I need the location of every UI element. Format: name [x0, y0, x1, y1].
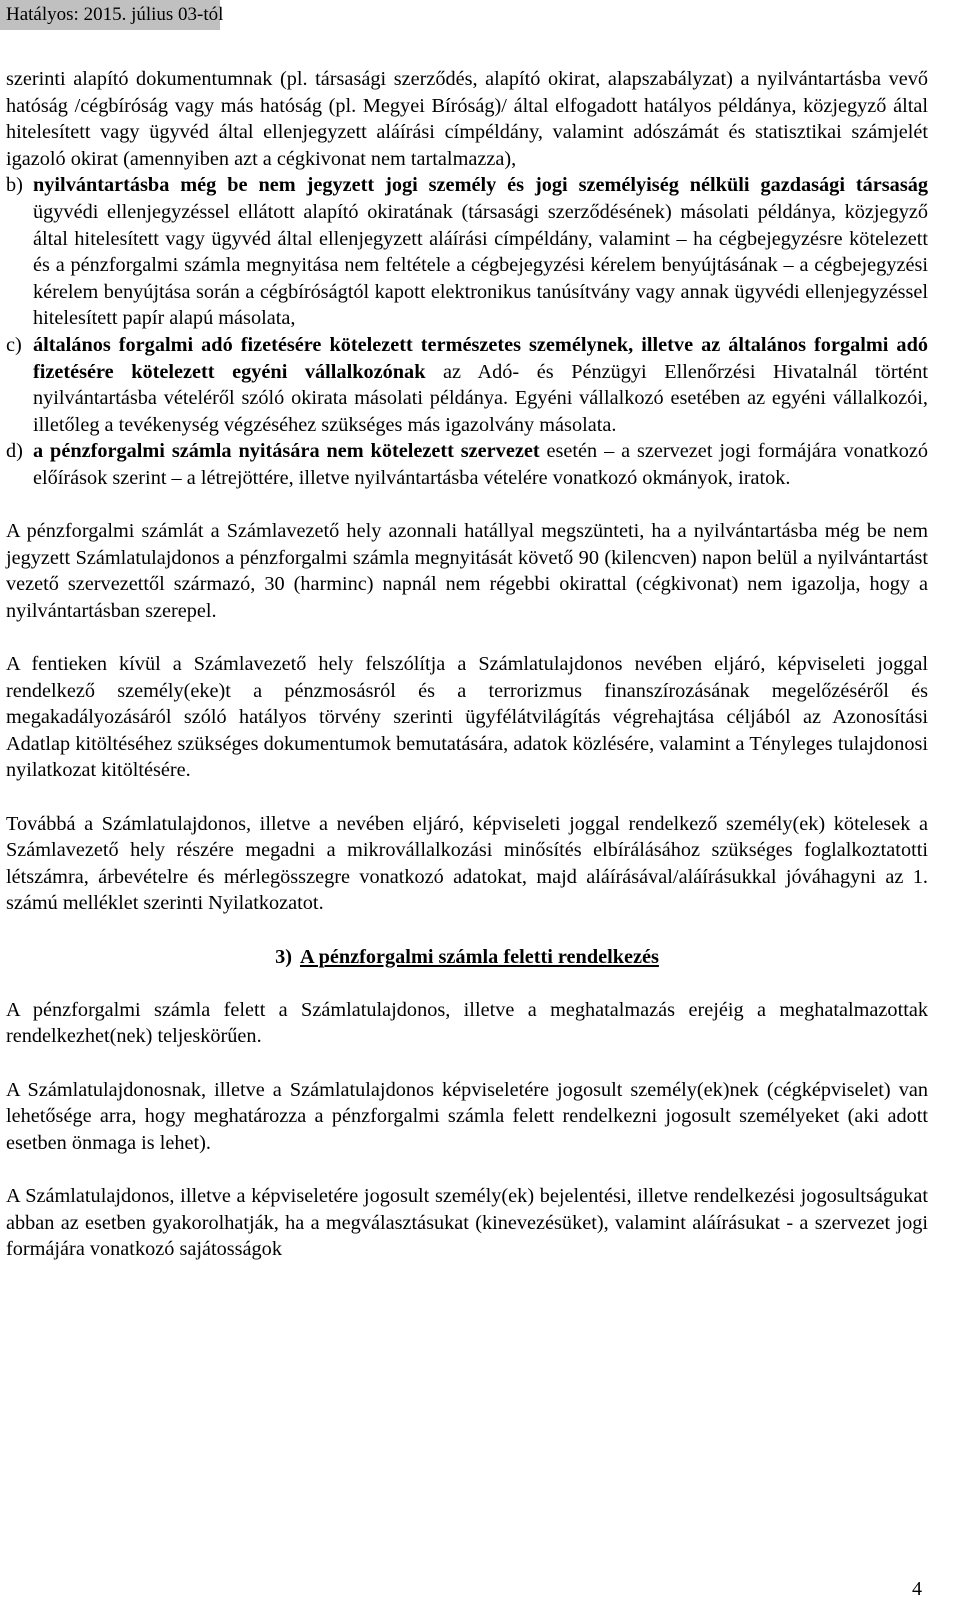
paragraph-client-identification: A fentieken kívül a Számlavezető hely felszólítja a Számlatulajdonos nevében eljáró, képviseleti joggal rendelkező személy(eke)t a pénzmosásról és a terrorizmus finanszírozásának megelőzéséről és megakadályozásáról szóló hatályos törvény szerinti ügyfélátvilágítás végrehajtása céljából az Azonosítási Adatlap kitöltéséhez szükséges dokumentumok bemutatására, adatok közlésére, valamint a Tényleges tulajdonosi nyilatkozat kitöltésére. [6, 653, 928, 782]
page-number: 4 [912, 1578, 922, 1600]
list-item-bold: nyilvántartásba még be nem jegyzett jogi személy és jogi személyiség nélküli gazdasági társaság [33, 174, 928, 197]
list-label: b) [6, 174, 23, 197]
paragraph-disposal-rights: A pénzforgalmi számla felett a Számlatulajdonos, illetve a meghatalmazás erejéig a meghatalmazottak rendelkezhet(nek) teljeskörűen. [6, 998, 928, 1048]
list-item-c [6, 332, 928, 438]
list-item-b [6, 172, 928, 332]
paragraph-authorized-persons: A Számlatulajdonosnak, illetve a Számlatulajdonos képviseletére jogosult személy(ek)nek (cégképviselet) van lehetősége arra, hogy meghatározza a pénzforgalmi számla felett rendelkezni jogosult személyeket (aki adott esetben önmaga is lehet). [6, 1078, 928, 1154]
section-title: A pénzforgalmi számla feletti rendelkezés [299, 945, 659, 968]
intro-paragraph: szerinti alapító dokumentumnak (pl. társasági szerződés, alapító okirat, alapszabályzat) a nyilvántartásba vevő hatóság /cégbíróság vagy más hatóság (pl. Megyei Bíróság)/ által elfogadott hatályos példánya, közjegyző által hitelesített vagy ügyvéd által ellenjegyzett aláírási címpéldány, valamint adószámát és statisztikai számjelét igazoló okirat (amennyiben azt a cégkivonat nem tartalmazza), [6, 68, 928, 170]
list-item-bold: általános forgalmi adó fizetésére kötelezett természetes személynek, illetve az általános forgalmi adó fizetésére kötelezett egyéni vállalkozónak [33, 333, 928, 383]
list-item-text: ügyvédi ellenjegyzéssel ellátott alapító okiratának (társasági szerződésének) másolati példánya, közjegyző által hitelesített vagy ügyvéd által ellenjegyzett aláírási címpéldány, valamint – ha cégbejegyzésre kötelezett és a pénzforgalmi számla megnyitása nem feltétele a cégbejegyzési kérelem benyújtásának – a cégbejegyzési kérelem benyújtása során a cégbíróságtól kapott elektronikus tanúsítvány vagy annak ügyvédi ellenjegyzéssel hitelesített papír alapú másolata, [33, 200, 928, 330]
list-item-d [6, 438, 928, 491]
list-label: d) [6, 440, 23, 463]
effective-date-header: Hatályos: 2015. július 03-tól [0, 0, 220, 30]
paragraph-microenterprise-data: Továbbá a Számlatulajdonos, illetve a nevében eljáró, képviseleti joggal rendelkező személy(ek) kötelesek a Számlavezető hely részére megadni a mikrovállalkozási minősítés elbírálásához szükséges foglalkoztatotti létszámra, árbevételre és mérlegösszegre vonatkozó adatokat, majd aláírásával/aláírásukkal jóváhagyni az 1. számú melléklet szerinti Nyilatkozatot. [6, 812, 928, 915]
list-item-text: az Adó- és Pénzügyi Ellenőrzési Hivatalnál történt nyilvántartásba vételéről szóló okirata másolati példánya. Egyéni vállalkozó esetében az egyéni vállalkozói, illetőleg a tevékenység végzéséhez szükséges más igazolvány másolata. [33, 360, 928, 436]
list-item-text: esetén – a szervezet jogi formájára vonatkozó előírások szerint – a létrejöttére, illetve nyilvántartásba vételére vonatkozó okmányok, iratok. [33, 440, 929, 489]
paragraph-account-termination: A pénzforgalmi számlát a Számlavezető hely azonnali hatállyal megszünteti, ha a nyilvántartásba még be nem jegyzett Számlatulajdonos a pénzforgalmi számla megnyitását követő 90 (kilencven) napon belül a nyilvántartást vezető szervezettől származó, 30 (harminc) napnál nem régebbi okirattal (cégkivonat) nem igazolja, hogy a nyilvántartásban szerepel. [6, 520, 928, 622]
document-body [6, 66, 928, 1263]
list-label: c) [6, 333, 22, 356]
section-heading [6, 944, 928, 971]
section-number: 3) [275, 945, 292, 968]
paragraph-representatives: A Számlatulajdonos, illetve a képviseletére jogosult személy(ek) bejelentési, illetve rendelkezési jogosultságukat abban az esetben gyakorolhatják, ha a megválasztásukat (kinevezésüket), valamint aláírásukat - a szervezet jogi formájára vonatkozó sajátosságok [6, 1184, 928, 1261]
list-item-bold: a pénzforgalmi számla nyitására nem kötelezett szervezet [33, 440, 540, 463]
